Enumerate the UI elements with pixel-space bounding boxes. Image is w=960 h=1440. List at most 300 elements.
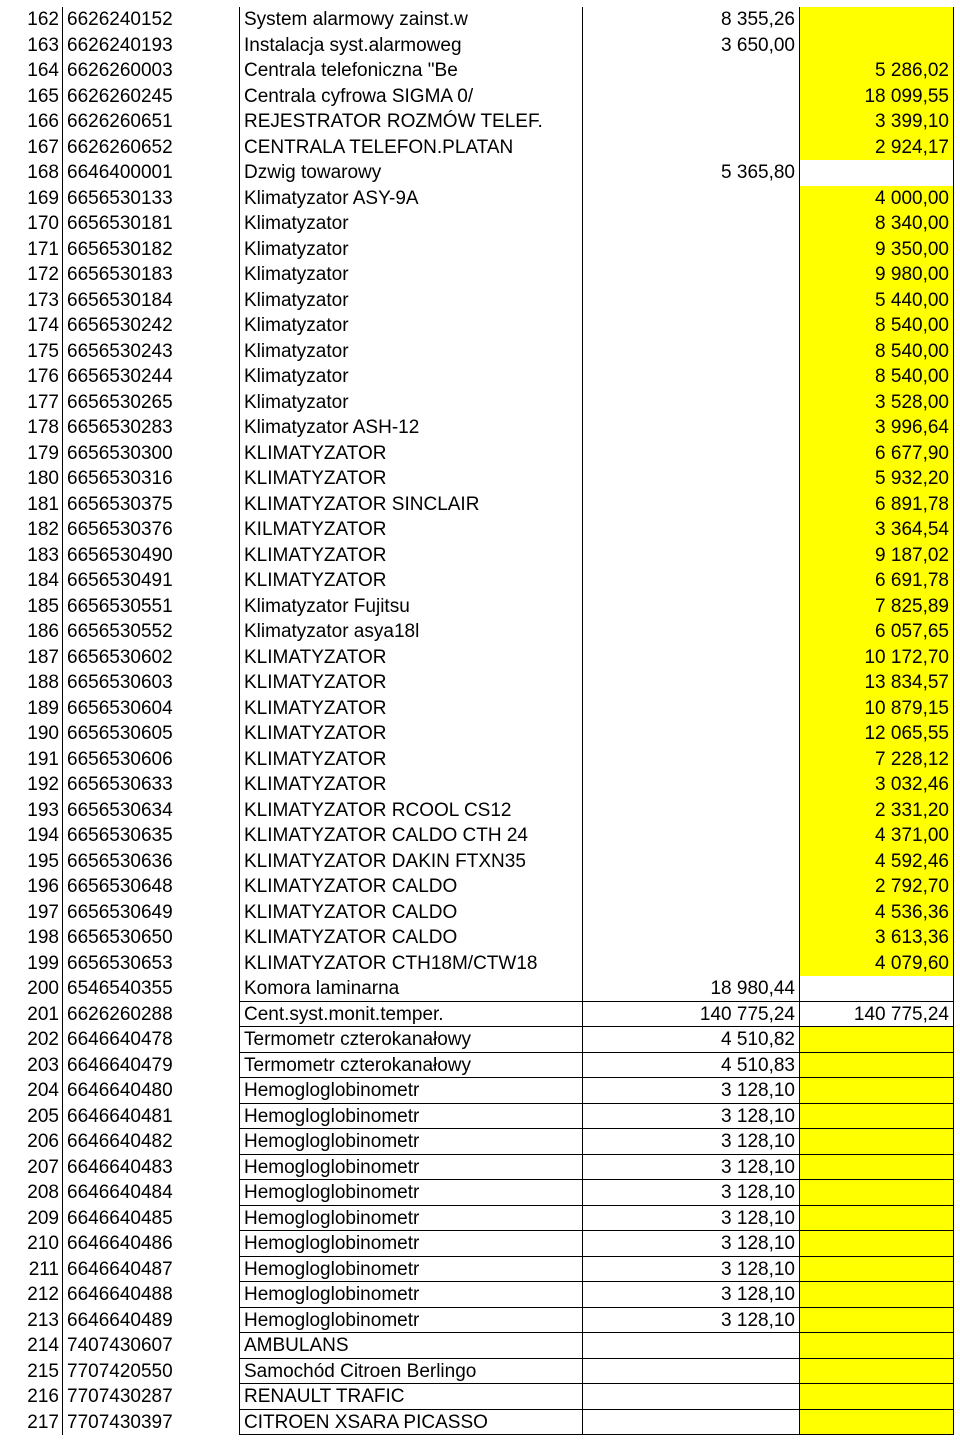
inventory-code: 6656530605 bbox=[63, 721, 240, 747]
item-name: Klimatyzator ASH-12 bbox=[240, 415, 583, 441]
value-column-2 bbox=[800, 1155, 954, 1181]
value-column-2 bbox=[800, 1180, 954, 1206]
row-number: 183 bbox=[22, 543, 63, 569]
value-column-1 bbox=[583, 390, 800, 416]
item-name: KLIMATYZATOR CALDO bbox=[240, 874, 583, 900]
row-number: 210 bbox=[22, 1231, 63, 1257]
row-number: 197 bbox=[22, 900, 63, 926]
item-name: KLIMATYZATOR bbox=[240, 747, 583, 773]
inventory-code: 6656530603 bbox=[63, 670, 240, 696]
value-column-2: 8 540,00 bbox=[800, 364, 954, 390]
value-column-1 bbox=[583, 441, 800, 467]
value-column-1 bbox=[583, 670, 800, 696]
row-number: 207 bbox=[22, 1155, 63, 1181]
value-column-2: 6 691,78 bbox=[800, 568, 954, 594]
row-number: 171 bbox=[22, 237, 63, 263]
value-column-2: 4 079,60 bbox=[800, 951, 954, 977]
row-number: 173 bbox=[22, 288, 63, 314]
value-column-1 bbox=[583, 339, 800, 365]
item-name: Hemogloglobinometr bbox=[240, 1257, 583, 1283]
inventory-code: 6656530491 bbox=[63, 568, 240, 594]
table-row bbox=[22, 1257, 954, 1283]
value-column-1 bbox=[583, 492, 800, 518]
table-row bbox=[22, 670, 954, 696]
row-number: 196 bbox=[22, 874, 63, 900]
value-column-1 bbox=[583, 1410, 800, 1436]
item-name: Hemogloglobinometr bbox=[240, 1129, 583, 1155]
value-column-1 bbox=[583, 313, 800, 339]
value-column-2 bbox=[800, 33, 954, 59]
table-row bbox=[22, 721, 954, 747]
inventory-code: 6626240193 bbox=[63, 33, 240, 59]
value-column-1: 3 128,10 bbox=[583, 1180, 800, 1206]
row-number: 164 bbox=[22, 58, 63, 84]
value-column-1 bbox=[583, 415, 800, 441]
row-number: 190 bbox=[22, 721, 63, 747]
table-row bbox=[22, 288, 954, 314]
table-row bbox=[22, 747, 954, 773]
table-row bbox=[22, 33, 954, 59]
inventory-code: 6646640480 bbox=[63, 1078, 240, 1104]
inventory-code: 6656530490 bbox=[63, 543, 240, 569]
value-column-1 bbox=[583, 594, 800, 620]
value-column-1 bbox=[583, 517, 800, 543]
item-name: KLIMATYZATOR bbox=[240, 645, 583, 671]
table-row bbox=[22, 390, 954, 416]
value-column-1 bbox=[583, 186, 800, 212]
item-name: KLIMATYZATOR bbox=[240, 466, 583, 492]
inventory-code: 6646640485 bbox=[63, 1206, 240, 1232]
inventory-code: 6646640483 bbox=[63, 1155, 240, 1181]
value-column-1: 3 128,10 bbox=[583, 1129, 800, 1155]
item-name: Instalacja syst.alarmoweg bbox=[240, 33, 583, 59]
value-column-2: 12 065,55 bbox=[800, 721, 954, 747]
inventory-code: 6656530606 bbox=[63, 747, 240, 773]
row-number: 184 bbox=[22, 568, 63, 594]
row-number: 204 bbox=[22, 1078, 63, 1104]
inventory-code: 6656530183 bbox=[63, 262, 240, 288]
row-number: 215 bbox=[22, 1359, 63, 1385]
value-column-2: 3 613,36 bbox=[800, 925, 954, 951]
table-row bbox=[22, 1206, 954, 1232]
table-row bbox=[22, 798, 954, 824]
value-column-1: 3 128,10 bbox=[583, 1257, 800, 1283]
value-column-2: 9 187,02 bbox=[800, 543, 954, 569]
item-name: Hemogloglobinometr bbox=[240, 1078, 583, 1104]
table-row bbox=[22, 1231, 954, 1257]
value-column-1: 140 775,24 bbox=[583, 1002, 800, 1028]
table-row bbox=[22, 1333, 954, 1359]
inventory-code: 6656530602 bbox=[63, 645, 240, 671]
table-row bbox=[22, 441, 954, 467]
table-row bbox=[22, 823, 954, 849]
table-row bbox=[22, 645, 954, 671]
value-column-2: 3 996,64 bbox=[800, 415, 954, 441]
value-column-2: 13 834,57 bbox=[800, 670, 954, 696]
item-name: KLIMATYZATOR CALDO CTH 24 bbox=[240, 823, 583, 849]
row-number: 191 bbox=[22, 747, 63, 773]
inventory-code: 6646640482 bbox=[63, 1129, 240, 1155]
row-number: 200 bbox=[22, 976, 63, 1002]
row-number: 209 bbox=[22, 1206, 63, 1232]
inventory-code: 6656530653 bbox=[63, 951, 240, 977]
value-column-2 bbox=[800, 1257, 954, 1283]
inventory-table bbox=[22, 7, 954, 1435]
value-column-2: 4 371,00 bbox=[800, 823, 954, 849]
item-name: Klimatyzator Fujitsu bbox=[240, 594, 583, 620]
inventory-code: 6626260003 bbox=[63, 58, 240, 84]
value-column-2: 3 399,10 bbox=[800, 109, 954, 135]
row-number: 182 bbox=[22, 517, 63, 543]
table-row bbox=[22, 135, 954, 161]
inventory-code: 6656530242 bbox=[63, 313, 240, 339]
row-number: 187 bbox=[22, 645, 63, 671]
inventory-code: 6546540355 bbox=[63, 976, 240, 1002]
item-name: KLIMATYZATOR SINCLAIR bbox=[240, 492, 583, 518]
row-number: 162 bbox=[22, 7, 63, 33]
value-column-2 bbox=[800, 1053, 954, 1079]
table-row bbox=[22, 900, 954, 926]
item-name: KLIMATYZATOR RCOOL CS12 bbox=[240, 798, 583, 824]
row-number: 175 bbox=[22, 339, 63, 365]
item-name: Hemogloglobinometr bbox=[240, 1308, 583, 1334]
table-row bbox=[22, 7, 954, 33]
value-column-2: 10 172,70 bbox=[800, 645, 954, 671]
value-column-2 bbox=[800, 1359, 954, 1385]
value-column-2: 3 032,46 bbox=[800, 772, 954, 798]
value-column-2: 7 825,89 bbox=[800, 594, 954, 620]
row-number: 212 bbox=[22, 1282, 63, 1308]
value-column-2: 5 932,20 bbox=[800, 466, 954, 492]
item-name: KLIMATYZATOR bbox=[240, 670, 583, 696]
inventory-code: 6656530283 bbox=[63, 415, 240, 441]
inventory-code: 6656530181 bbox=[63, 211, 240, 237]
row-number: 179 bbox=[22, 441, 63, 467]
inventory-code: 6656530551 bbox=[63, 594, 240, 620]
row-number: 192 bbox=[22, 772, 63, 798]
item-name: AMBULANS bbox=[240, 1333, 583, 1359]
row-number: 180 bbox=[22, 466, 63, 492]
value-column-1: 3 650,00 bbox=[583, 33, 800, 59]
inventory-code: 6656530244 bbox=[63, 364, 240, 390]
value-column-2: 3 528,00 bbox=[800, 390, 954, 416]
item-name: Centrala cyfrowa SIGMA 0/ bbox=[240, 84, 583, 110]
value-column-1 bbox=[583, 109, 800, 135]
value-column-1: 3 128,10 bbox=[583, 1308, 800, 1334]
inventory-code: 6656530604 bbox=[63, 696, 240, 722]
row-number: 202 bbox=[22, 1027, 63, 1053]
row-number: 168 bbox=[22, 160, 63, 186]
table-row bbox=[22, 1078, 954, 1104]
row-number: 213 bbox=[22, 1308, 63, 1334]
table-row bbox=[22, 1155, 954, 1181]
inventory-code: 6626260652 bbox=[63, 135, 240, 161]
row-number: 188 bbox=[22, 670, 63, 696]
item-name: Hemogloglobinometr bbox=[240, 1104, 583, 1130]
value-column-2: 6 891,78 bbox=[800, 492, 954, 518]
value-column-2: 8 540,00 bbox=[800, 313, 954, 339]
table-row bbox=[22, 543, 954, 569]
value-column-2 bbox=[800, 1027, 954, 1053]
inventory-code: 6626260288 bbox=[63, 1002, 240, 1028]
value-column-1 bbox=[583, 58, 800, 84]
value-column-1: 5 365,80 bbox=[583, 160, 800, 186]
inventory-code: 6656530184 bbox=[63, 288, 240, 314]
item-name: Centrala telefoniczna "Be bbox=[240, 58, 583, 84]
inventory-code: 6626260651 bbox=[63, 109, 240, 135]
item-name: Hemogloglobinometr bbox=[240, 1180, 583, 1206]
table-row bbox=[22, 364, 954, 390]
table-row bbox=[22, 84, 954, 110]
table-row bbox=[22, 160, 954, 186]
row-number: 216 bbox=[22, 1384, 63, 1410]
item-name: Klimatyzator bbox=[240, 313, 583, 339]
table-row bbox=[22, 1180, 954, 1206]
item-name: KLIMATYZATOR bbox=[240, 721, 583, 747]
value-column-2: 5 286,02 bbox=[800, 58, 954, 84]
value-column-1 bbox=[583, 262, 800, 288]
inventory-code: 6656530316 bbox=[63, 466, 240, 492]
inventory-code: 6646640487 bbox=[63, 1257, 240, 1283]
value-column-2 bbox=[800, 7, 954, 33]
value-column-1 bbox=[583, 543, 800, 569]
row-number: 199 bbox=[22, 951, 63, 977]
value-column-2: 5 440,00 bbox=[800, 288, 954, 314]
table-row bbox=[22, 568, 954, 594]
value-column-1: 3 128,10 bbox=[583, 1155, 800, 1181]
value-column-1 bbox=[583, 1384, 800, 1410]
row-number: 208 bbox=[22, 1180, 63, 1206]
inventory-code: 6646640489 bbox=[63, 1308, 240, 1334]
table-row bbox=[22, 211, 954, 237]
item-name: Termometr czterokanałowy bbox=[240, 1027, 583, 1053]
value-column-1: 3 128,10 bbox=[583, 1206, 800, 1232]
value-column-1 bbox=[583, 466, 800, 492]
table-row bbox=[22, 874, 954, 900]
value-column-1 bbox=[583, 568, 800, 594]
inventory-code: 7707420550 bbox=[63, 1359, 240, 1385]
inventory-code: 6646640486 bbox=[63, 1231, 240, 1257]
row-number: 186 bbox=[22, 619, 63, 645]
table-row bbox=[22, 849, 954, 875]
inventory-code: 6626240152 bbox=[63, 7, 240, 33]
item-name: System alarmowy zainst.w bbox=[240, 7, 583, 33]
row-number: 166 bbox=[22, 109, 63, 135]
value-column-1 bbox=[583, 772, 800, 798]
value-column-1 bbox=[583, 721, 800, 747]
value-column-2: 4 000,00 bbox=[800, 186, 954, 212]
item-name: Klimatyzator bbox=[240, 339, 583, 365]
value-column-1 bbox=[583, 288, 800, 314]
item-name: Hemogloglobinometr bbox=[240, 1282, 583, 1308]
inventory-code: 6656530182 bbox=[63, 237, 240, 263]
row-number: 193 bbox=[22, 798, 63, 824]
inventory-code: 6656530634 bbox=[63, 798, 240, 824]
table-row bbox=[22, 237, 954, 263]
value-column-2 bbox=[800, 1104, 954, 1130]
item-name: Klimatyzator bbox=[240, 390, 583, 416]
table-row bbox=[22, 1104, 954, 1130]
value-column-2 bbox=[800, 1206, 954, 1232]
table-row bbox=[22, 1384, 954, 1410]
value-column-1: 3 128,10 bbox=[583, 1231, 800, 1257]
value-column-1: 4 510,82 bbox=[583, 1027, 800, 1053]
table-row bbox=[22, 186, 954, 212]
table-row bbox=[22, 1027, 954, 1053]
value-column-2: 140 775,24 bbox=[800, 1002, 954, 1028]
row-number: 195 bbox=[22, 849, 63, 875]
value-column-2 bbox=[800, 1231, 954, 1257]
inventory-code: 6656530650 bbox=[63, 925, 240, 951]
value-column-1 bbox=[583, 135, 800, 161]
value-column-1 bbox=[583, 619, 800, 645]
value-column-1 bbox=[583, 849, 800, 875]
row-number: 170 bbox=[22, 211, 63, 237]
value-column-2: 18 099,55 bbox=[800, 84, 954, 110]
row-number: 178 bbox=[22, 415, 63, 441]
item-name: KLIMATYZATOR CALDO bbox=[240, 900, 583, 926]
item-name: Klimatyzator bbox=[240, 237, 583, 263]
item-name: KILMATYZATOR bbox=[240, 517, 583, 543]
item-name: CITROEN XSARA PICASSO bbox=[240, 1410, 583, 1436]
row-number: 211 bbox=[22, 1257, 63, 1283]
table-row bbox=[22, 109, 954, 135]
inventory-code: 6656530243 bbox=[63, 339, 240, 365]
item-name: CENTRALA TELEFON.PLATAN bbox=[240, 135, 583, 161]
inventory-code: 6656530375 bbox=[63, 492, 240, 518]
row-number: 181 bbox=[22, 492, 63, 518]
value-column-1 bbox=[583, 823, 800, 849]
row-number: 206 bbox=[22, 1129, 63, 1155]
value-column-2 bbox=[800, 1078, 954, 1104]
value-column-1 bbox=[583, 364, 800, 390]
value-column-2: 9 350,00 bbox=[800, 237, 954, 263]
item-name: KLIMATYZATOR bbox=[240, 543, 583, 569]
value-column-2 bbox=[800, 976, 954, 1002]
value-column-2 bbox=[800, 1384, 954, 1410]
inventory-code: 7407430607 bbox=[63, 1333, 240, 1359]
inventory-code: 6656530133 bbox=[63, 186, 240, 212]
item-name: KLIMATYZATOR CALDO bbox=[240, 925, 583, 951]
inventory-code: 7707430287 bbox=[63, 1384, 240, 1410]
inventory-code: 6646640479 bbox=[63, 1053, 240, 1079]
item-name: Klimatyzator asya18l bbox=[240, 619, 583, 645]
value-column-1 bbox=[583, 900, 800, 926]
row-number: 189 bbox=[22, 696, 63, 722]
table-row bbox=[22, 1410, 954, 1436]
value-column-1 bbox=[583, 925, 800, 951]
value-column-2 bbox=[800, 1333, 954, 1359]
inventory-code: 6656530300 bbox=[63, 441, 240, 467]
value-column-1 bbox=[583, 645, 800, 671]
table-row bbox=[22, 1053, 954, 1079]
item-name: KLIMATYZATOR bbox=[240, 772, 583, 798]
row-number: 177 bbox=[22, 390, 63, 416]
item-name: KLIMATYZATOR bbox=[240, 441, 583, 467]
row-number: 176 bbox=[22, 364, 63, 390]
row-number: 169 bbox=[22, 186, 63, 212]
value-column-2 bbox=[800, 1129, 954, 1155]
value-column-2: 2 924,17 bbox=[800, 135, 954, 161]
item-name: Samochód Citroen Berlingo bbox=[240, 1359, 583, 1385]
table-row bbox=[22, 1129, 954, 1155]
row-number: 167 bbox=[22, 135, 63, 161]
row-number: 185 bbox=[22, 594, 63, 620]
value-column-1 bbox=[583, 84, 800, 110]
item-name: Klimatyzator bbox=[240, 364, 583, 390]
table-row bbox=[22, 262, 954, 288]
table-row bbox=[22, 976, 954, 1002]
row-number: 214 bbox=[22, 1333, 63, 1359]
inventory-code: 7707430397 bbox=[63, 1410, 240, 1436]
table-row bbox=[22, 517, 954, 543]
value-column-2 bbox=[800, 1282, 954, 1308]
item-name: Hemogloglobinometr bbox=[240, 1155, 583, 1181]
value-column-2: 9 980,00 bbox=[800, 262, 954, 288]
inventory-code: 6646400001 bbox=[63, 160, 240, 186]
value-column-1: 3 128,10 bbox=[583, 1078, 800, 1104]
table-row bbox=[22, 1282, 954, 1308]
inventory-code: 6656530552 bbox=[63, 619, 240, 645]
inventory-code: 6656530376 bbox=[63, 517, 240, 543]
item-name: Termometr czterokanałowy bbox=[240, 1053, 583, 1079]
table-row bbox=[22, 1308, 954, 1334]
value-column-2: 6 057,65 bbox=[800, 619, 954, 645]
value-column-1 bbox=[583, 1333, 800, 1359]
inventory-code: 6656530648 bbox=[63, 874, 240, 900]
item-name: Dzwig towarowy bbox=[240, 160, 583, 186]
table-row bbox=[22, 466, 954, 492]
row-number: 174 bbox=[22, 313, 63, 339]
table-row bbox=[22, 696, 954, 722]
item-name: KLIMATYZATOR bbox=[240, 568, 583, 594]
row-number: 205 bbox=[22, 1104, 63, 1130]
table-row bbox=[22, 339, 954, 365]
item-name: Komora laminarna bbox=[240, 976, 583, 1002]
value-column-2: 7 228,12 bbox=[800, 747, 954, 773]
table-row bbox=[22, 58, 954, 84]
table-row bbox=[22, 594, 954, 620]
value-column-2: 6 677,90 bbox=[800, 441, 954, 467]
item-name: Klimatyzator bbox=[240, 262, 583, 288]
value-column-1: 18 980,44 bbox=[583, 976, 800, 1002]
table-row bbox=[22, 951, 954, 977]
item-name: Klimatyzator bbox=[240, 288, 583, 314]
item-name: Hemogloglobinometr bbox=[240, 1206, 583, 1232]
value-column-2: 3 364,54 bbox=[800, 517, 954, 543]
value-column-2: 10 879,15 bbox=[800, 696, 954, 722]
value-column-2: 4 592,46 bbox=[800, 849, 954, 875]
item-name: Cent.syst.monit.temper. bbox=[240, 1002, 583, 1028]
value-column-2: 2 792,70 bbox=[800, 874, 954, 900]
inventory-code: 6656530633 bbox=[63, 772, 240, 798]
inventory-code: 6646640478 bbox=[63, 1027, 240, 1053]
value-column-1 bbox=[583, 237, 800, 263]
value-column-1 bbox=[583, 747, 800, 773]
value-column-1: 3 128,10 bbox=[583, 1282, 800, 1308]
table-row bbox=[22, 619, 954, 645]
value-column-1: 4 510,83 bbox=[583, 1053, 800, 1079]
table-row bbox=[22, 313, 954, 339]
inventory-code: 6646640481 bbox=[63, 1104, 240, 1130]
table-row bbox=[22, 1359, 954, 1385]
value-column-1: 3 128,10 bbox=[583, 1104, 800, 1130]
table-row bbox=[22, 415, 954, 441]
item-name: Klimatyzator bbox=[240, 211, 583, 237]
row-number: 163 bbox=[22, 33, 63, 59]
inventory-code: 6656530265 bbox=[63, 390, 240, 416]
value-column-2: 8 340,00 bbox=[800, 211, 954, 237]
